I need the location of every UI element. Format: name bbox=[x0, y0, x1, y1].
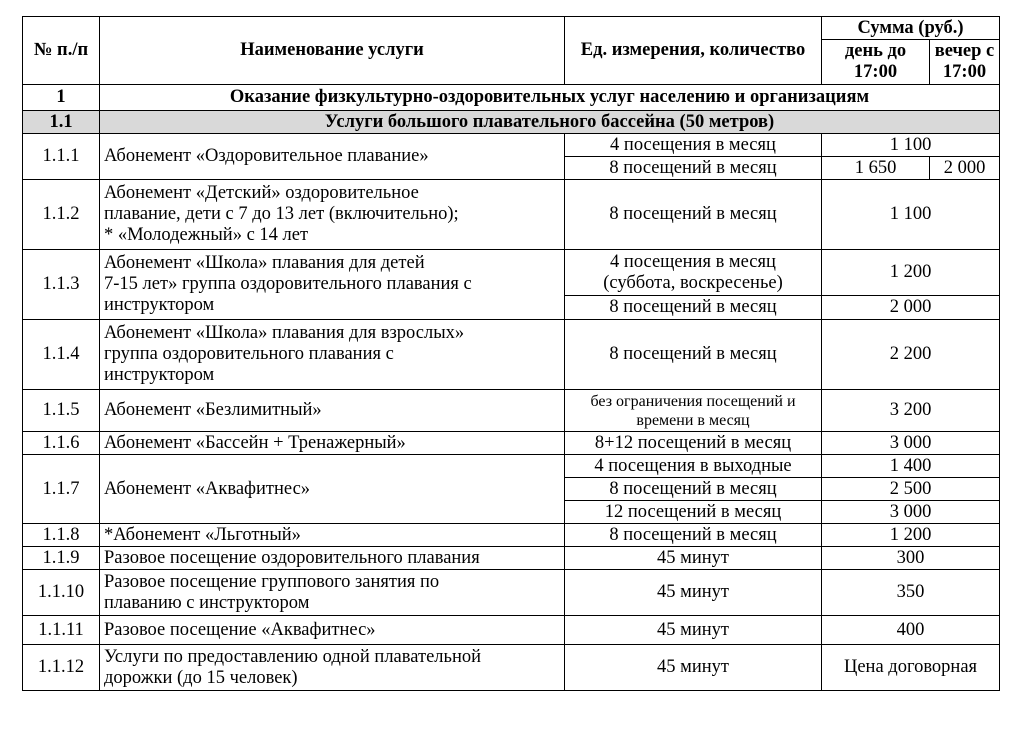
row-price-day: 1 650 bbox=[822, 157, 930, 180]
row-name: Абонемент «Безлимитный» bbox=[100, 390, 565, 432]
header-day: день до 17:00 bbox=[822, 40, 930, 85]
header-service: Наименование услуги bbox=[100, 17, 565, 85]
row-num: 1.1.5 bbox=[23, 390, 100, 432]
row-name: Абонемент «Школа» плавания для взрослых» группа оздоровительного плавания с инструктором bbox=[100, 320, 565, 390]
subsection-num: 1.1 bbox=[23, 111, 100, 134]
row-name: Абонемент «Оздоровительное плавание» bbox=[100, 134, 565, 180]
row-num: 1.1.9 bbox=[23, 547, 100, 570]
row-price: 2 200 bbox=[822, 320, 1000, 390]
row-name: Абонемент «Аквафитнес» bbox=[100, 455, 565, 524]
row-price: 1 100 bbox=[822, 134, 1000, 157]
row-unit: 45 минут bbox=[565, 570, 822, 616]
row-name: Абонемент «Бассейн + Тренажерный» bbox=[100, 432, 565, 455]
row-unit: 8 посещений в месяц bbox=[565, 478, 822, 501]
row-price: 3 000 bbox=[822, 432, 1000, 455]
row-num: 1.1.2 bbox=[23, 180, 100, 250]
row-unit: 8 посещений в месяц bbox=[565, 296, 822, 320]
row-price: 3 000 bbox=[822, 501, 1000, 524]
price-table bbox=[22, 16, 1000, 691]
row-name: Услуги по предоставлению одной плавательной дорожки (до 15 человек) bbox=[100, 645, 565, 691]
row-name: Разовое посещение группового занятия по плаванию с инструктором bbox=[100, 570, 565, 616]
row-price: 1 200 bbox=[822, 250, 1000, 296]
row-num: 1.1.4 bbox=[23, 320, 100, 390]
row-unit: 45 минут bbox=[565, 547, 822, 570]
header-num: № п./п bbox=[23, 17, 100, 85]
row-price: 400 bbox=[822, 616, 1000, 645]
row-unit: 8 посещений в месяц bbox=[565, 180, 822, 250]
header-unit: Ед. измерения, количество bbox=[565, 17, 822, 85]
row-num: 1.1.11 bbox=[23, 616, 100, 645]
row-unit: 45 минут bbox=[565, 616, 822, 645]
row-unit: 4 посещения в месяц (суббота, воскресенье) bbox=[565, 250, 822, 296]
row-unit: 8 посещений в месяц bbox=[565, 524, 822, 547]
header-sum: Сумма (руб.) bbox=[822, 17, 1000, 40]
subsection-title: Услуги большого плавательного бассейна (50 метров) bbox=[100, 111, 1000, 134]
row-name: *Абонемент «Льготный» bbox=[100, 524, 565, 547]
row-name: Абонемент «Детский» оздоровительное плавание, дети с 7 до 13 лет (включительно); * «Молодежный» с 14 лет bbox=[100, 180, 565, 250]
row-num: 1.1.10 bbox=[23, 570, 100, 616]
row-price: 2 500 bbox=[822, 478, 1000, 501]
row-price: 300 bbox=[822, 547, 1000, 570]
section-num: 1 bbox=[23, 85, 100, 111]
row-num: 1.1.12 bbox=[23, 645, 100, 691]
row-price: 350 bbox=[822, 570, 1000, 616]
row-name: Разовое посещение оздоровительного плавания bbox=[100, 547, 565, 570]
row-price: 3 200 bbox=[822, 390, 1000, 432]
row-unit: 8+12 посещений в месяц bbox=[565, 432, 822, 455]
row-num: 1.1.3 bbox=[23, 250, 100, 320]
row-unit: без ограничения посещений и времени в месяц bbox=[565, 390, 822, 432]
row-price: 1 100 bbox=[822, 180, 1000, 250]
header-evening: вечер с 17:00 bbox=[930, 40, 1000, 85]
row-name: Разовое посещение «Аквафитнес» bbox=[100, 616, 565, 645]
row-name: Абонемент «Школа» плавания для детей 7-15 лет» группа оздоровительного плавания с инструктором bbox=[100, 250, 565, 320]
row-price: Цена договорная bbox=[822, 645, 1000, 691]
row-price: 1 400 bbox=[822, 455, 1000, 478]
row-num: 1.1.6 bbox=[23, 432, 100, 455]
row-unit: 45 минут bbox=[565, 645, 822, 691]
section-title: Оказание физкультурно-оздоровительных услуг населению и организациям bbox=[100, 85, 1000, 111]
row-price-evening: 2 000 bbox=[930, 157, 1000, 180]
row-num: 1.1.7 bbox=[23, 455, 100, 524]
row-price: 1 200 bbox=[822, 524, 1000, 547]
row-num: 1.1.1 bbox=[23, 134, 100, 180]
row-unit: 4 посещения в выходные bbox=[565, 455, 822, 478]
row-unit: 4 посещения в месяц bbox=[565, 134, 822, 157]
row-num: 1.1.8 bbox=[23, 524, 100, 547]
row-unit: 8 посещений в месяц bbox=[565, 320, 822, 390]
row-unit: 12 посещений в месяц bbox=[565, 501, 822, 524]
row-price: 2 000 bbox=[822, 296, 1000, 320]
row-unit: 8 посещений в месяц bbox=[565, 157, 822, 180]
